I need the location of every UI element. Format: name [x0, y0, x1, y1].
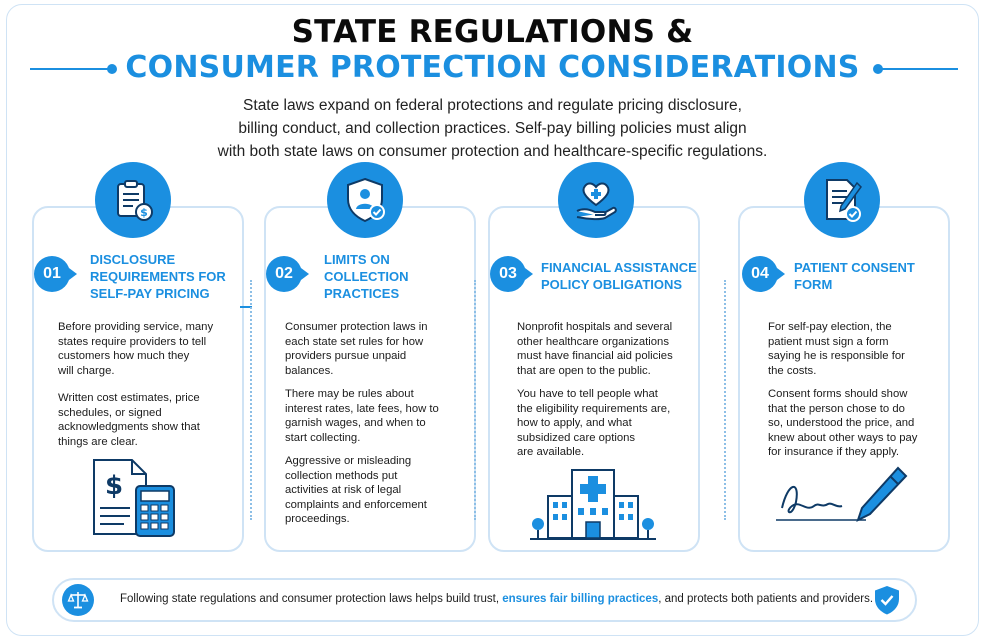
signature-pen-icon — [770, 462, 910, 532]
card-paragraph: Nonprofit hospitals and several other healthcare organizations must have financial aid policies that are open to the public. — [517, 321, 673, 377]
title-rule-right — [878, 68, 958, 70]
heart-hand-icon — [558, 162, 634, 238]
card-number-01: 01 — [34, 256, 70, 292]
shield-check-icon — [872, 584, 902, 616]
intro-text: State laws expand on federal protections and regulate pricing disclosure, billing conduct, and collection practices. Self-pay billing policies must align with both state laws on consumer protection and healthcare-specific regulations. — [217, 97, 768, 160]
card-number-04: 04 — [742, 256, 778, 292]
footer-text: Following state regulations and consumer protection laws helps build trust, ensures fair billing practices, and protects both patients and providers. — [120, 593, 874, 605]
card-heading-collection: LIMITS ON COLLECTION PRACTICES — [324, 252, 409, 301]
title-line-1: STATE REGULATIONS & — [291, 14, 694, 50]
svg-text:$: $ — [104, 471, 124, 501]
card-number-02: 02 — [266, 256, 302, 292]
card-heading-consent: PATIENT CONSENT FORM — [794, 260, 915, 292]
card-paragraph: Consent forms should show that the person chose to do so, understood the price, and knew about other ways to pay for insurance if they apply. — [768, 388, 918, 458]
title-line-2: CONSUMER PROTECTION CONSIDERATIONS — [125, 50, 860, 85]
card-paragraph: Before providing service, many states require providers to tell customers how much they will charge. — [58, 321, 214, 377]
card-paragraph: Consumer protection laws in each state set rules for how providers pursue unpaid balances. — [285, 321, 428, 377]
card-paragraph: Written cost estimates, price schedules, or signed acknowledgments show that things are clear. — [58, 392, 200, 448]
svg-text:$: $ — [140, 206, 148, 219]
invoice-calculator-icon — [90, 458, 180, 540]
document-pen-check-icon — [804, 162, 880, 238]
card-heading-financial: FINANCIAL ASSISTANCE POLICY OBLIGATIONS — [541, 260, 697, 292]
scales-icon — [62, 584, 94, 616]
card-number-03: 03 — [490, 256, 526, 292]
clipboard-dollar-icon — [95, 162, 171, 238]
card-heading-disclosure: DISCLOSURE REQUIREMENTS FOR SELF-PAY PRICING — [90, 252, 226, 301]
divider-dotted — [250, 280, 252, 520]
card-paragraph: You have to tell people what the eligibility requirements are, how to apply, and what subsidized care options are available. — [517, 388, 671, 458]
hospital-building-icon — [528, 466, 658, 542]
shield-person-check-icon — [327, 162, 403, 238]
footer-highlight: ensures fair billing practices — [502, 593, 659, 605]
card-paragraph: For self-pay election, the patient must sign a form saying he is responsible for the costs. — [768, 321, 905, 377]
divider-dotted — [724, 280, 726, 520]
divider-dotted — [474, 280, 476, 520]
card-paragraph: There may be rules about interest rates, late fees, how to garnish wages, and when to start collecting. — [285, 388, 439, 444]
card-paragraph: Aggressive or misleading collection methods put activities at risk of legal complaints and enforcement proceedings. — [285, 455, 427, 525]
